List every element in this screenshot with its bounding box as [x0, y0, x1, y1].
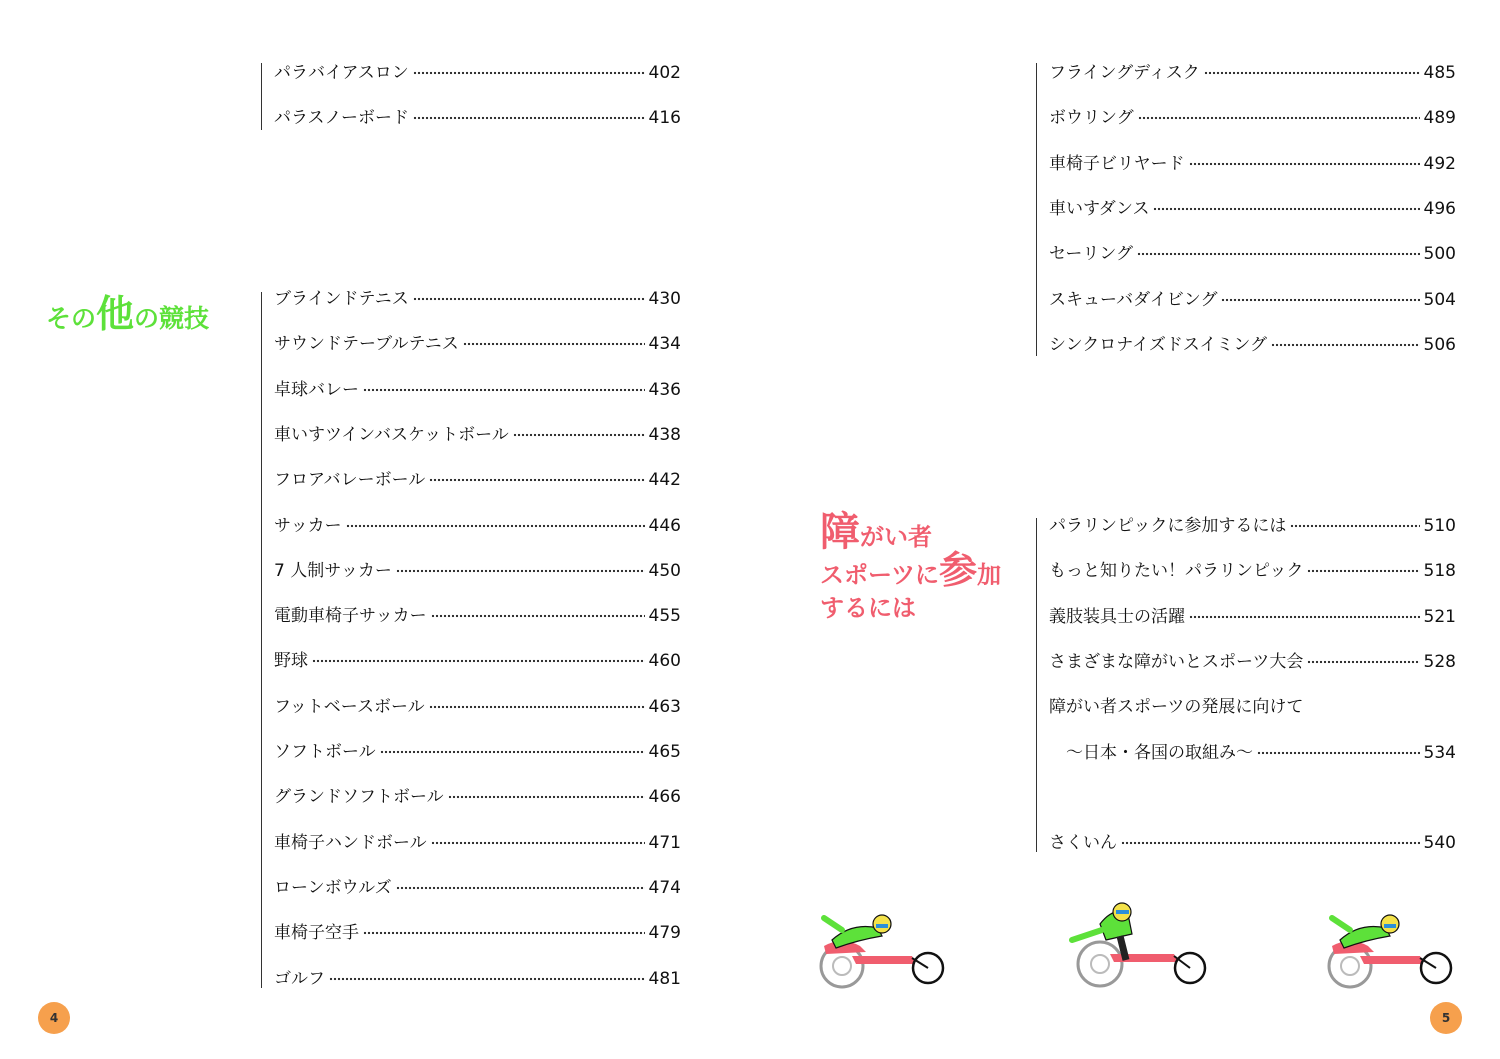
toc-entry-title: 車いすツインバスケットボール [274, 425, 509, 445]
dot-leader [429, 478, 644, 482]
dot-leader [312, 659, 645, 663]
toc-entry[interactable] [274, 604, 681, 628]
dot-leader [463, 342, 645, 346]
toc-entry-page: 485 [1423, 63, 1456, 83]
toc-entry-title: フライングディスク [1049, 63, 1200, 83]
toc-entry-title: さくいん [1049, 833, 1117, 853]
dot-leader [1189, 162, 1420, 166]
toc-entry-page: 434 [648, 334, 681, 354]
toc-entry[interactable] [274, 423, 681, 447]
toc-entry[interactable] [274, 287, 681, 311]
toc-entry-title: グランドソフトボール [274, 787, 444, 807]
toc-entry-title: スキューバダイビング [1049, 290, 1218, 310]
section-title-other-sports: その他の競技 [46, 292, 210, 336]
dot-leader [1153, 207, 1419, 211]
dot-leader [363, 931, 645, 935]
dot-leader [346, 524, 645, 528]
toc-entry[interactable] [274, 785, 681, 809]
dot-leader [329, 977, 645, 981]
wheelchair-racer-illustration [812, 900, 952, 990]
toc-entry-page: 492 [1423, 154, 1456, 174]
toc-entry-page: 402 [648, 63, 681, 83]
toc-entry-title: シンクロナイズドスイミング [1049, 335, 1268, 355]
toc-entry-page: 442 [648, 470, 681, 490]
dot-leader [1271, 343, 1420, 347]
toc-entry[interactable] [274, 61, 681, 85]
toc-entry[interactable] [1049, 514, 1456, 538]
dot-leader [396, 886, 645, 890]
toc-entry-title: パラバイアスロン [274, 63, 409, 83]
toc-entry-page: 479 [648, 923, 681, 943]
toc-entry[interactable] [274, 106, 681, 130]
toc-entry-page: 506 [1423, 335, 1456, 355]
toc-entry-page: 416 [648, 108, 681, 128]
divider-left-top [261, 63, 262, 130]
toc-entry[interactable] [274, 514, 681, 538]
wheelchair-racer-illustration [1062, 894, 1212, 990]
toc-entry[interactable] [274, 831, 681, 855]
toc-entry-title: 車椅子ハンドボール [274, 833, 427, 853]
dot-leader [1121, 841, 1420, 845]
toc-entry-page: 521 [1423, 607, 1456, 627]
section-title-participation: 障がい者 スポーツに参加 するには [820, 509, 1002, 622]
toc-entry-page: 465 [648, 742, 681, 762]
toc-entry[interactable] [1049, 61, 1456, 85]
toc-entry-title: サウンドテーブルテニス [274, 334, 459, 354]
toc-entry-page: 528 [1423, 652, 1456, 672]
toc-entry-page: 471 [648, 833, 681, 853]
toc-entry[interactable] [1049, 831, 1456, 855]
dot-leader [413, 71, 645, 75]
dot-leader [1307, 660, 1419, 664]
toc-entry-title: 野球 [274, 651, 308, 671]
toc-entry-page: 496 [1423, 199, 1456, 219]
dot-leader [380, 750, 645, 754]
toc-entry-page: 430 [648, 289, 681, 309]
toc-entry-page: 500 [1423, 244, 1456, 264]
dot-leader [396, 569, 645, 573]
toc-entry-title: 義肢装具士の活躍 [1049, 607, 1185, 627]
toc-entry[interactable] [274, 695, 681, 719]
toc-entry[interactable] [274, 967, 681, 991]
dot-leader [1307, 569, 1419, 573]
toc-entry-title: ソフトボール [274, 742, 376, 762]
dot-leader [413, 116, 645, 120]
toc-entry-page: 489 [1423, 108, 1456, 128]
toc-entry-title: セーリング [1049, 244, 1133, 264]
toc-entry-title: 車椅子ビリヤード [1049, 154, 1185, 174]
toc-entry-title: ～日本・各国の取組み～ [1066, 743, 1253, 763]
toc-entry-page: 436 [648, 380, 681, 400]
toc-entry[interactable] [1066, 741, 1456, 765]
dot-leader [431, 614, 645, 618]
toc-entry-page: 540 [1423, 833, 1456, 853]
toc-entry-page: 510 [1423, 516, 1456, 536]
toc-entry-page: 446 [648, 516, 681, 536]
dot-leader [1221, 298, 1419, 302]
toc-entry-title: フットベースボール [274, 697, 425, 717]
dot-leader [513, 433, 645, 437]
toc-entry-title: パラスノーボード [274, 108, 409, 128]
dot-leader [1204, 71, 1420, 75]
dot-leader [1189, 615, 1420, 619]
divider-right-top [1036, 63, 1037, 356]
toc-entry[interactable] [274, 332, 681, 356]
toc-entry-page: 518 [1423, 561, 1456, 581]
toc-entry-title: 7 人制サッカー [274, 561, 392, 581]
toc-heading-text: 障がい者スポーツの発展に向けて [1049, 697, 1304, 717]
dot-leader [413, 297, 645, 301]
toc-entry-title: ボウリング [1049, 108, 1134, 128]
dot-leader [431, 841, 645, 845]
wheelchair-racer-illustration [1320, 900, 1460, 990]
toc-entry[interactable] [274, 921, 681, 945]
toc-entry-page: 455 [648, 606, 681, 626]
toc-entry[interactable] [274, 559, 681, 583]
toc-entry-title: ゴルフ [274, 969, 325, 989]
toc-entry-page: 474 [648, 878, 681, 898]
toc-entry-page: 438 [648, 425, 681, 445]
toc-entry-page: 504 [1423, 290, 1456, 310]
toc-entry[interactable] [1049, 605, 1456, 629]
page-number-left: 4 [38, 1002, 70, 1034]
toc-entry[interactable] [1049, 106, 1456, 130]
dot-leader [448, 795, 645, 799]
toc-entry-title: サッカー [274, 516, 342, 536]
toc-entry[interactable] [1049, 152, 1456, 176]
dot-leader [1138, 116, 1420, 120]
toc-entry-page: 481 [648, 969, 681, 989]
page-number-right: 5 [1430, 1002, 1462, 1034]
toc-entry[interactable] [274, 468, 681, 492]
toc-entry-title: ブラインドテニス [274, 289, 409, 309]
toc-entry-title: パラリンピックに参加するには [1049, 516, 1287, 536]
toc-entry[interactable] [1049, 197, 1456, 221]
toc-entry-page: 460 [648, 651, 681, 671]
toc-entry-title: ローンボウルズ [274, 878, 392, 898]
toc-entry[interactable] [1049, 242, 1456, 266]
toc-entry-page: 466 [648, 787, 681, 807]
toc-entry[interactable] [1049, 559, 1456, 583]
dot-leader [1137, 252, 1420, 256]
toc-entry[interactable] [1049, 650, 1456, 674]
toc-entry-title: 車椅子空手 [274, 923, 359, 943]
toc-entry-page: 450 [648, 561, 681, 581]
toc-entry-title: 卓球バレー [274, 380, 359, 400]
toc-entry-title: フロアバレーボール [274, 470, 426, 490]
toc-entry[interactable] [274, 378, 681, 402]
toc-entry[interactable] [274, 876, 681, 900]
toc-entry-title: 車いすダンス [1049, 199, 1150, 219]
toc-entry-title: 電動車椅子サッカー [274, 606, 427, 626]
toc-entry-title: さまざまな障がいとスポーツ大会 [1049, 652, 1304, 672]
toc-entry[interactable] [274, 649, 681, 673]
toc-entry[interactable] [1049, 333, 1456, 357]
toc-heading [1049, 695, 1456, 719]
divider-participation [1036, 518, 1037, 852]
toc-entry[interactable] [274, 740, 681, 764]
dot-leader [363, 388, 645, 392]
dot-leader [429, 705, 645, 709]
toc-entry[interactable] [1049, 288, 1456, 312]
toc-entry-page: 534 [1423, 743, 1456, 763]
dot-leader [1257, 751, 1420, 755]
toc-entry-page: 463 [648, 697, 681, 717]
dot-leader [1290, 524, 1419, 528]
toc-entry-title: もっと知りたい！パラリンピック [1049, 561, 1304, 581]
divider-other-sports [261, 292, 262, 988]
